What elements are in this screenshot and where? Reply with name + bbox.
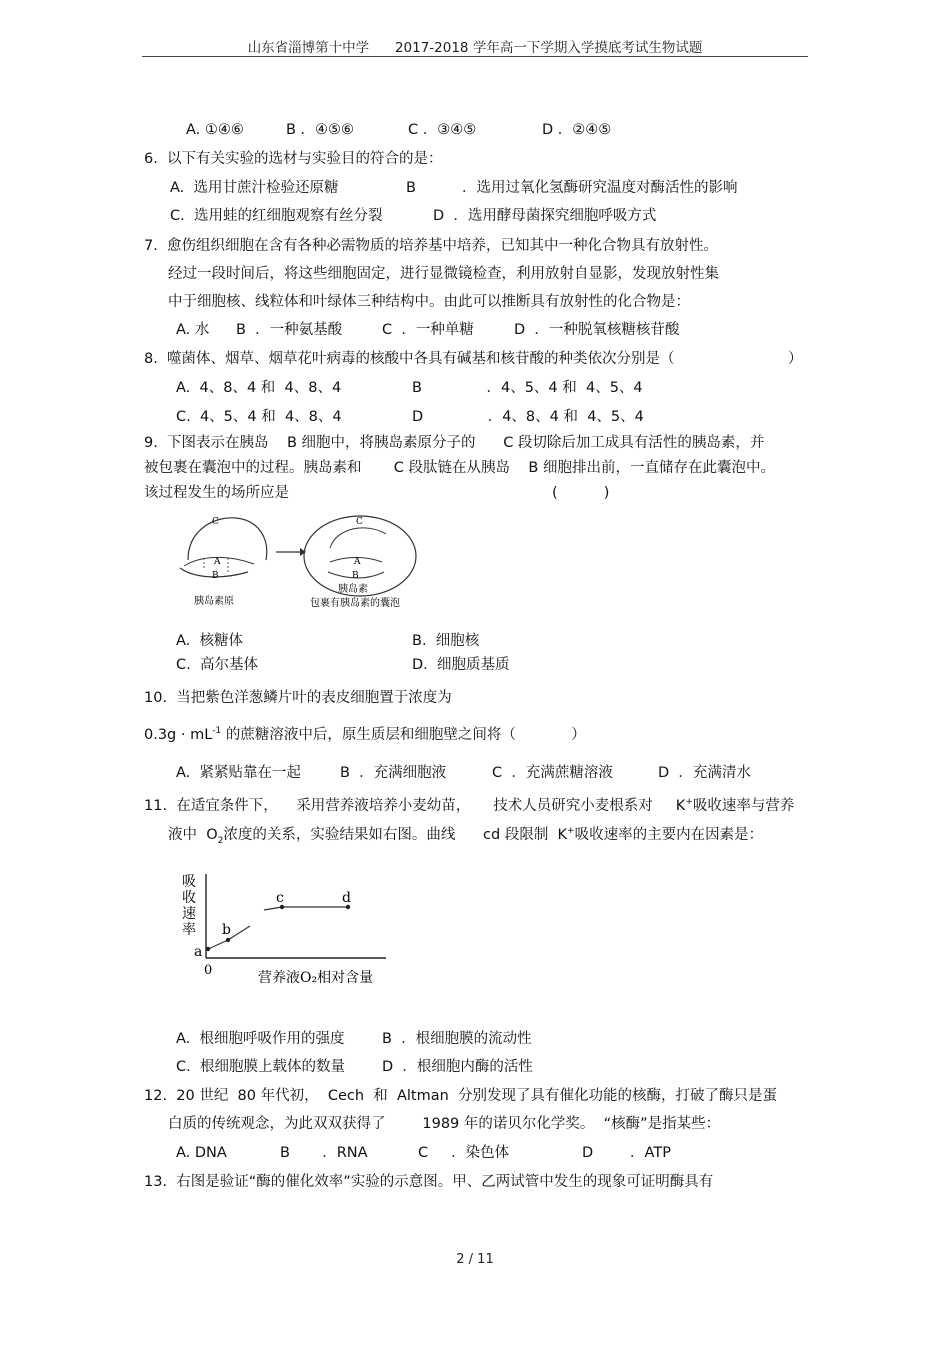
q11-option-a: A. 根细胞呼吸作用的强度: [176, 1031, 345, 1047]
q9-figure: [170, 508, 430, 618]
q11-chart-ylabel-3: 速: [182, 906, 196, 922]
q7-line2: 经过一段时间后，将这些细胞固定，进行显微镜检查，利用放射自显影，发现放射性集: [168, 266, 719, 282]
q11-option-b: B ．根细胞膜的流动性: [382, 1031, 532, 1047]
page-header: [0, 36, 950, 56]
q9-fig-caption-right-bottom: 包裹有胰岛素的囊泡: [310, 598, 400, 609]
q9-fig-right-label-b: B: [352, 571, 359, 581]
q11-chart-label-c: c: [276, 890, 284, 906]
q10-option-a: A. 紧紧贴靠在一起: [176, 765, 301, 781]
q12-option-d: D ．ATP: [582, 1145, 671, 1161]
q10-option-d: D ．充满清水: [658, 765, 751, 781]
q9-fig-caption-left: 胰岛素原: [194, 596, 234, 607]
q11-chart-ylabel-1: 吸: [182, 874, 196, 890]
q11-chart: [176, 870, 396, 990]
q11-line1-sup: +: [685, 797, 693, 808]
q7-option-b: B ．一种氨基酸: [236, 322, 343, 338]
q11-line2-post: 吸收速率的主要内在因素是：: [574, 827, 764, 843]
q11-line2-mid: 浓度的关系，实验结果如右图。曲线 cd 段限制 K: [223, 827, 568, 843]
q10-option-b: B ．充满细胞液: [340, 765, 447, 781]
q11-option-d: D ．根细胞内酶的活性: [382, 1059, 533, 1075]
q12-line1: 12. 20 世纪 80 年代初， Cech 和 Altman 分别发现了具有催化功能的核酶，打破了酶只是蛋: [144, 1088, 778, 1104]
q9-option-d: D. 细胞质基质: [412, 657, 510, 673]
q11-option-c: C. 根细胞膜上载体的数量: [176, 1059, 345, 1075]
q9-line1: 9. 下图表示在胰岛 B 细胞中，将胰岛素原分子的 C 段切除后加工成具有活性的胰岛素，并: [144, 435, 765, 451]
q12-line2: 白质的传统观念，为此双双获得了 1989 年的诺贝尔化学奖。 “核酶”是指某些：: [168, 1116, 721, 1132]
q11-chart-ylabel-2: 收: [182, 890, 196, 906]
q10-line1: 10. 当把紫色洋葱鳞片叶的表皮细胞置于浓度为: [144, 690, 452, 706]
q6-option-a: A. 选用甘蔗汁检验还原糖: [170, 180, 339, 196]
q12-option-a: A. DNA: [176, 1145, 227, 1161]
q11-line2-sub: 2: [217, 835, 224, 846]
q9-fig-left-label-b: B: [212, 571, 219, 581]
q11-chart-ylabel-4: 率: [182, 922, 196, 938]
q11-line1-text: 11. 在适宜条件下， 采用营养液培养小麦幼苗， 技术人员研究小麦根系对 K: [144, 798, 686, 814]
q13-line1: 13. 右图是验证“酶的催化效率”实验的示意图。甲、乙两试管中发生的现象可证明酶具有: [144, 1174, 714, 1190]
q12-option-c: C ．染色体: [418, 1145, 510, 1161]
q6-option-b: B ．选用过氧化氢酶研究温度对酶活性的影响: [406, 180, 738, 196]
q6-option-c: C. 选用蛙的红细胞观察有丝分裂: [170, 208, 383, 224]
header-rule: [142, 56, 808, 57]
q9-fig-left-label-a: A: [214, 557, 221, 567]
q11-chart-point-a: [206, 947, 210, 951]
q11-chart-curve-cd: [264, 907, 348, 910]
q6-stem: 6. 以下有关实验的选材与实验目的符合的是：: [144, 151, 443, 167]
q9-line2: 被包裹在囊泡中的过程。胰岛素和 C 段肽链在从胰岛 B 细胞排出前，一直储存在此囊泡中。: [144, 460, 775, 476]
q11-chart-label-b: b: [222, 922, 231, 938]
q12-option-b: B ．RNA: [280, 1145, 368, 1161]
q8-option-a: A. 4、8、4 和 4、8、4: [176, 380, 342, 396]
q8-paren: ）: [788, 351, 803, 367]
q11-line1-post: 吸收速率与营养: [692, 798, 795, 814]
q7-line1: 7. 愈伤组织细胞在含有各种必需物质的培养基中培养，已知其中一种化合物具有放射性。: [144, 238, 719, 254]
q9-paren: ( ): [552, 485, 610, 501]
q9-option-b: B. 细胞核: [412, 633, 480, 649]
q10-line2-post: 的蔗糖溶液中后，原生质层和细胞壁之间将（ ）: [221, 727, 586, 743]
q6-option-d: D ．选用酵母菌探究细胞呼吸方式: [433, 208, 657, 224]
header-title: 2017-2018 学年高一下学期入学摸底考试生物试题: [394, 40, 703, 56]
q7-option-d: D ．一种脱氧核糖核苷酸: [514, 322, 680, 338]
q8-option-d: D ．4、8、4 和 4、5、4: [412, 409, 644, 425]
q10-option-c: C ．充满蔗糖溶液: [492, 765, 613, 781]
page-number: 2 / 11: [456, 1252, 494, 1267]
q11-line2-pre: 液中 O: [168, 827, 218, 843]
q8-stem: 8. 噬菌体、烟草、烟草花叶病毒的核酸中各具有碱基和核苷酸的种类依次分别是（: [144, 351, 675, 367]
q10-line2: [144, 725, 586, 745]
q8-option-b: B ．4、5、4 和 4、5、4: [412, 380, 643, 396]
q11-chart-xlabel: 营养液O₂相对含量: [258, 970, 374, 986]
q5-option-d: D ．②④⑤: [542, 122, 612, 138]
q11-line2: [168, 825, 763, 845]
q9-fig-left-outer-arc: [188, 518, 267, 560]
q9-line3: 该过程发生的场所应是: [144, 485, 289, 501]
q9-fig-right-c-arc: [330, 528, 386, 548]
q9-option-a: A. 核糖体: [176, 633, 243, 649]
q11-chart-point-b: [226, 938, 230, 942]
q10-line2-pre: 0.3g · mL: [144, 727, 213, 743]
q7-option-c: C ．一种单糖: [382, 322, 474, 338]
q11-line1: [144, 796, 794, 816]
q5-option-c: C ．③④⑤: [408, 122, 477, 138]
q9-option-c: C. 高尔基体: [176, 657, 258, 673]
q11-line2-sup: +: [567, 826, 575, 837]
q10-line2-sup: -1: [212, 726, 222, 737]
q7-line3: 中于细胞核、线粒体和叶绿体三种结构中。由此可以推断具有放射性的化合物是：: [168, 294, 690, 310]
q11-chart-label-d: d: [342, 890, 351, 906]
q8-option-c: C. 4、5、4 和 4、8、4: [176, 409, 342, 425]
q7-option-a: A. 水: [176, 322, 210, 338]
q11-chart-origin: 0: [204, 963, 213, 978]
header-school: 山东省淄博第十中学: [247, 40, 370, 56]
q9-fig-caption-right-top: 胰岛素: [338, 584, 368, 595]
q5-option-a: A. ①④⑥: [186, 122, 244, 138]
q9-fig-right-label-c: C: [356, 517, 363, 527]
q5-option-b: B ．④⑤⑥: [286, 122, 355, 138]
q11-chart-label-a: a: [194, 944, 203, 960]
q9-fig-left-label-c: C: [212, 517, 219, 527]
q9-fig-right-label-a: A: [354, 557, 361, 567]
